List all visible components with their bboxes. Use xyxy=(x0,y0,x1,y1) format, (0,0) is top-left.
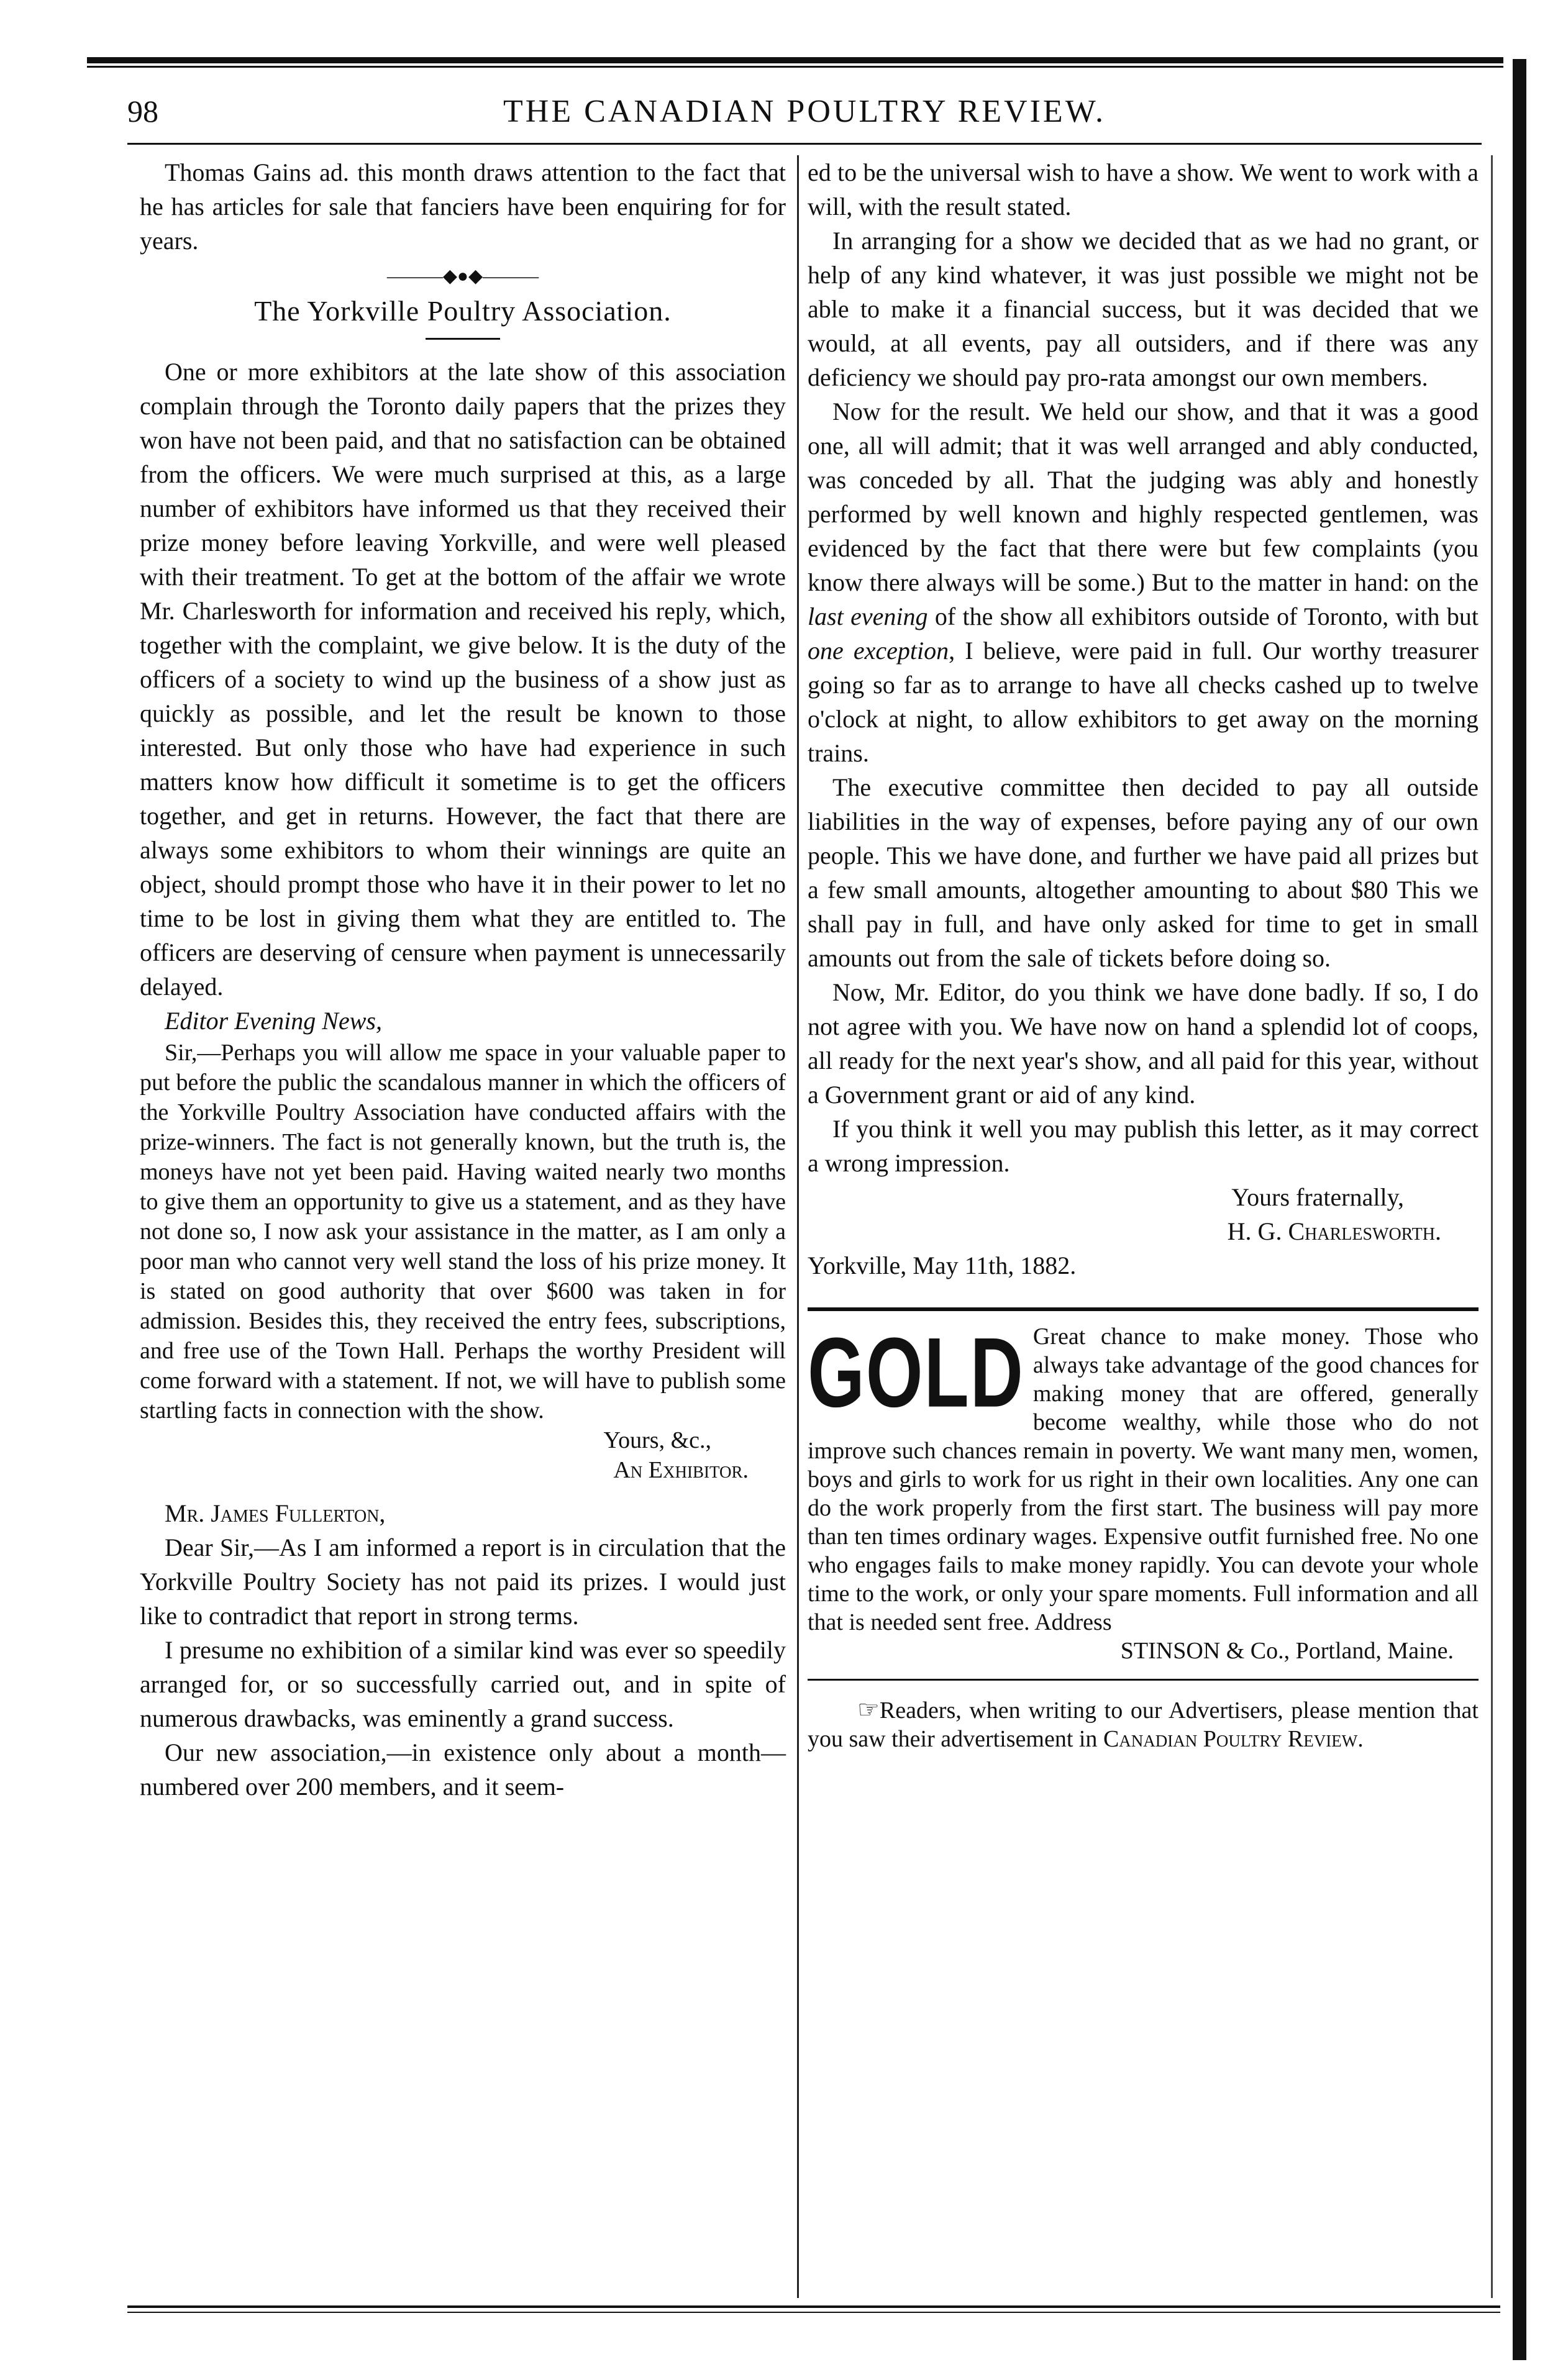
letter2-addressee: Mr. James Fullerton, xyxy=(165,1499,386,1527)
result-text-a: Now for the result. We held our show, and that it was a good one, all will admit; that it was well arranged and ably conducted, was conceded by all. That the judging was ably and honestly performed by well known and highly respected gentlemen, was evidenced by the fact that there were but few complaints (you know there always will be some.) But to the matter in hand: on the xyxy=(808,397,1479,596)
bottom-rule xyxy=(127,2305,1500,2308)
advertisement-address: STINSON & Co., Portland, Maine. xyxy=(1120,1638,1454,1664)
letter2-paragraph-2: I presume no exhibition of a similar kind was ever so speedily arranged for, or so successfully carried out, and in spite of numerous drawbacks, was eminently a grand success. xyxy=(140,1636,786,1732)
pointing-hand-icon: ☞ xyxy=(857,1696,880,1724)
letter2-paragraph-8: If you think it well you may publish this letter, as it may correct a wrong impression. xyxy=(808,1115,1479,1177)
notice-rule xyxy=(808,1679,1479,1681)
letter1-body: Sir,—Perhaps you will allow me space in your valuable paper to put before the public the scandalous manner in which the officers of the Yorkville Poultry Association have conducted affairs with the prize-winners. The fact is not generally known, but the truth is, the moneys have not yet been paid. Having waited nearly two months to give them an opportunity to give us a statement, and as they have not done so, I now ask your assistance in the matter, as I am only a poor man who cannot very well stand the loss of his prize money. It is stated on good authority that over $600 was taken in for admission. Besides this, they received the entry fees, subscriptions, and free use of the Town Hall. Perhaps the worthy President will come forward with a statement. If not, we will have to publish some startling facts in connection with the show. xyxy=(140,1040,786,1424)
advertisement-rule xyxy=(808,1307,1479,1311)
publication-name: Canadian Poultry Review. xyxy=(1103,1726,1364,1752)
letter2-continuation: ed to be the universal wish to have a show. We went to work with a will, with the result stated. xyxy=(808,158,1479,220)
letter2-paragraph-7: Now, Mr. Editor, do you think we have done badly. If so, I do not agree with you. We have now on hand a splendid lot of coops, all ready for the next year's show, and all paid for this year, without a Government grant or aid of any kind. xyxy=(808,978,1479,1109)
letter1-signature: An Exhibitor. xyxy=(613,1457,749,1483)
left-column xyxy=(140,155,786,1804)
gold-headline: GOLD xyxy=(808,1317,1024,1428)
letter2-paragraph-1: Dear Sir,—As I am informed a report is in circulation that the Yorkville Poultry Society has not paid its prizes. I would just like to contradict that report in strong terms. xyxy=(140,1533,786,1630)
bottom-thin-rule xyxy=(127,2312,1500,2313)
letter2-signature: H. G. Charlesworth. xyxy=(1227,1217,1441,1245)
letter2-paragraph-6: The executive committee then decided to pay all outside liabilities in the way of expenses, before paying any of our own people. This we have done, and further we have paid all prizes but a few small amounts, altogether amounting to about $80 This we shall pay in full, and have only asked for time to get in small amounts out from the sale of tickets before doing so. xyxy=(808,773,1479,972)
result-text-b: of the show all exhibitors outside of Toronto, with but xyxy=(927,602,1479,630)
right-margin-rule xyxy=(1491,155,1493,2298)
gains-notice: Thomas Gains ad. this month draws attention to the fact that he has articles for sale that fanciers have been enquiring for for years. xyxy=(140,158,786,255)
right-edge-bar xyxy=(1513,59,1526,2360)
top-border-thin-rule xyxy=(87,66,1503,68)
ornament-divider: ———◆●◆——— xyxy=(386,266,539,286)
notice-text: Readers, when writing to our Advertisers, please mention that you saw their advertisement in xyxy=(808,1697,1479,1752)
editorial-paragraph: One or more exhibitors at the late show of this association complain through the Toronto daily papers that the prizes they won have not been paid, and that no satisfaction can be obtained from the officers. We were much surprised at this, as a large number of exhibitors have informed us that they received their prize money before leaving Yorkville, and were well pleased with their treatment. To get at the bottom of the affair we wrote Mr. Charlesworth for information and received his reply, which, together with the complaint, we give below. It is the duty of the officers of a society to wind up the business of a show just as quickly as possible, and let the result be known to those interested. But only those who have had experience in such matters know how difficult it sometime is to get the officers together, and get in returns. However, the fact that there are always some exhibitors to whom their winnings are quite an object, should prompt those who have it in their power to let no time to be lost in giving them what they are entitled to. The officers are deserving of censure when payment is unnecessarily delayed. xyxy=(140,358,786,1001)
letter1-salutation: Editor Evening News, xyxy=(165,1007,382,1035)
last-evening-emphasis: last evening xyxy=(808,602,928,630)
one-exception-emphasis: one exception xyxy=(808,637,949,665)
page-header xyxy=(127,93,1482,137)
advertisement-body: Great chance to make money. Those who always take advantage of the good chances for making money that are offered, generally become wealthy, while those who do not improve such chances remain in poverty. We want many men, women, boys and girls to work for us right in their own localities. Any one can do the work properly from the first start. The business will pay more than ten times ordinary wages. Expensive outfit furnished free. No one who engages fails to make money rapidly. You can devote your whole time to the work, or only your spare moments. Full information and all that is needed sent free. Address xyxy=(808,1324,1479,1635)
letter1-closing: Yours, &c., xyxy=(603,1427,711,1453)
heading-rule xyxy=(426,338,500,340)
letter2-dateline: Yorkville, May 11th, 1882. xyxy=(808,1251,1077,1279)
result-text-c: , I believe, were paid in full. Our worthy treasurer going so far as to arrange to have all checks cashed up to twelve o'clock at night, to allow exhibitors to get away on the morning trains. xyxy=(808,637,1479,767)
running-title: THE CANADIAN POULTRY REVIEW. xyxy=(503,94,1106,129)
advertisers-notice xyxy=(808,1696,1479,1753)
column-divider xyxy=(797,155,799,2298)
top-border-rule xyxy=(87,57,1503,63)
right-column xyxy=(808,155,1479,1753)
article-heading: The Yorkville Poultry Association. xyxy=(254,295,672,327)
letter2-paragraph-3: Our new association,—in existence only about a month—numbered over 200 members, and it seem- xyxy=(140,1738,786,1801)
letter2-paragraph-5 xyxy=(808,394,1479,770)
gold-advertisement xyxy=(808,1317,1479,1665)
page-number: 98 xyxy=(127,94,158,129)
letter2-paragraph-4: In arranging for a show we decided that as we had no grant, or help of any kind whatever, it was just possible we might not be able to make it a financial success, but it was decided that we would, at all events, pay all outsiders, and if there was any deficiency we should pay pro-rata amongst our own members. xyxy=(808,227,1479,391)
header-rule xyxy=(127,143,1482,145)
letter2-closing: Yours fraternally, xyxy=(1231,1183,1404,1211)
